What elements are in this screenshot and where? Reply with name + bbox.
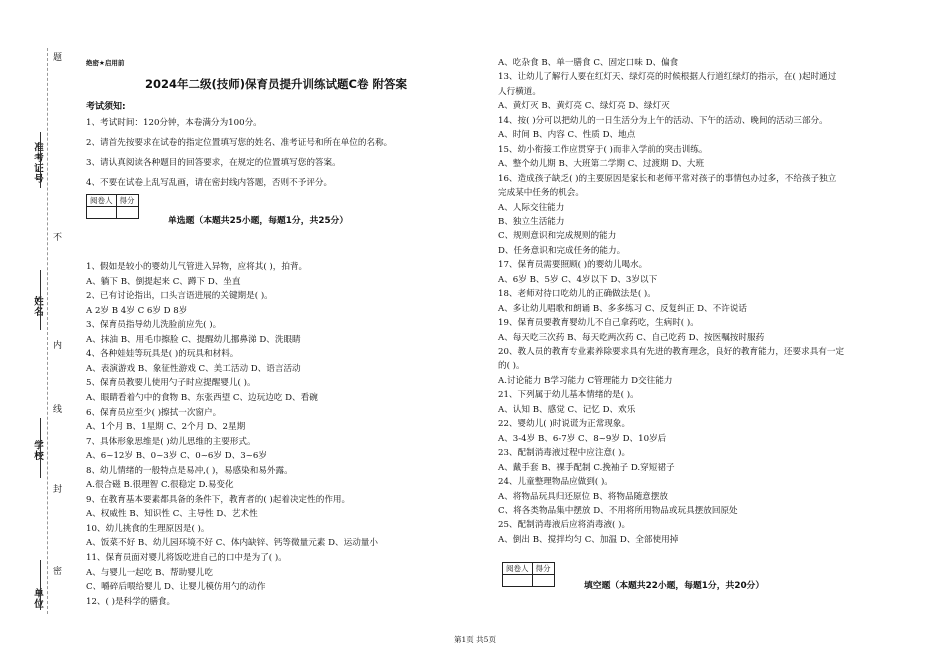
score-label: 得分 <box>116 195 138 207</box>
question-line: 14、按( )分可以把幼儿的一日生活分为上午的活动、下午的活动、晚间的活动三部分。 <box>498 115 828 126</box>
question-line: A、戴手套 B、裸手配制 C.挽袖子 D.穿短裙子 <box>498 462 675 473</box>
question-line: A、多让幼儿唱歌和朗诵 B、多多练习 C、反复纠正 D、不许说话 <box>498 303 748 314</box>
notice-item: 4、不要在试卷上乱写乱画，请在密封线内答题，否则不予评分。 <box>86 178 333 188</box>
reviewer-cell[interactable] <box>87 207 117 219</box>
question-line: A、权威性 B、知识性 C、主导性 D、艺术性 <box>86 509 258 520</box>
question-line: 完成某中任务的机会。 <box>498 188 584 199</box>
seal-char: 内 <box>51 340 61 350</box>
notice-item: 2、请首先按要求在试卷的指定位置填写您的姓名、准考证号和所在单位的名称。 <box>86 138 393 148</box>
question-line: A、抹油 B、用毛巾擦脸 C、提醒幼儿挪鼻涕 D、洗眼睛 <box>86 334 301 345</box>
question-line: C、嚼碎后喂给婴儿 D、让婴儿模仿用勺的动作 <box>86 582 266 593</box>
seal-char: 密 <box>51 566 61 576</box>
score-label: 得分 <box>532 563 554 575</box>
question-line: 6、保育员应至少( )擦拭一次窗户。 <box>86 407 222 418</box>
name-label: 姓名 <box>32 296 43 317</box>
question-line: 10、幼儿挑食的生理原因是( )。 <box>86 523 210 534</box>
reviewer-label: 阅卷人 <box>87 195 117 207</box>
score-cell[interactable] <box>116 207 138 219</box>
question-line: 7、具体形象思维是( )幼儿思维的主要形式。 <box>86 436 256 447</box>
question-line: A、躺下 B、倒提起来 C、蹲下 D、坐直 <box>86 276 241 287</box>
question-line: A、眼睛看着勺中的食物 B、东张西望 C、边玩边吃 D、看碗 <box>86 392 318 403</box>
question-line: 3、保育员指导幼儿洗脸前应先( )。 <box>86 320 222 331</box>
question-line: 13、让幼儿了解行人要在红灯天、绿灯亮的时候根据人行道红绿灯的指示，在( )起时通过 <box>498 72 837 83</box>
question-line: A、与婴儿一起吃 B、帮助婴儿吃 <box>86 567 213 578</box>
notice-heading: 考试须知: <box>86 102 126 112</box>
question-line: 2、已有讨论指出，口头言语进展的关键期是( )。 <box>86 291 273 302</box>
section-fill-blank-title: 填空题（本题共22小题，每题1分，共20分） <box>584 581 765 591</box>
seal-char: 不 <box>51 232 61 242</box>
exam-title: 2024年二级(技师)保育员提升训练试题C卷 附答案 <box>145 77 407 91</box>
exam-number-label: 准考证号 <box>32 142 43 184</box>
question-line: D、任务意识和完成任务的能力。 <box>498 245 626 256</box>
question-line: 24、儿童整理物品应做到( )。 <box>498 477 613 488</box>
question-line: 15、幼小衔接工作应贯穿于( )而非入学前的突击训练。 <box>498 144 708 155</box>
exam-number-field[interactable] <box>40 132 41 188</box>
reviewer-cell[interactable] <box>503 575 533 587</box>
question-line: 5、保育员教要儿使用勺子时应提醒婴儿( )。 <box>86 378 256 389</box>
question-line: 9、在教育基本要素都具备的条件下，教育者的( )起着决定性的作用。 <box>86 494 351 505</box>
seal-char: 题 <box>51 52 61 62</box>
question-line: A、每天吃三次药 B、每天吃两次药 C、自己吃药 D、按医嘱按时服药 <box>498 332 765 343</box>
question-line: 11、保育员面对婴儿将饭吃进自己的口中是为了( )。 <box>86 553 287 563</box>
question-line: 人行横道。 <box>498 86 541 97</box>
question-line: 12、( )是科学的膳食。 <box>86 596 176 607</box>
question-line: A、将物品玩具归还原位 B、将物品随意摆放 <box>498 491 668 502</box>
question-line: A、人际交往能力 <box>498 202 565 213</box>
notice-item: 1、考试时间：120分钟，本卷满分为100分。 <box>86 118 262 128</box>
question-line: 20、教人员的教育专业素养除要求具有先进的教育理念，良好的教育能力，还要求具有一定 <box>498 347 845 357</box>
question-line: A、认知 B、感觉 C、记忆 D、欢乐 <box>498 404 636 415</box>
seal-line <box>47 48 48 614</box>
question-line: C、规则意识和完成规则的能力 <box>498 231 617 242</box>
question-line: A、黄灯灭 B、黄灯亮 C、绿灯亮 D、绿灯灭 <box>498 101 670 112</box>
question-line: 19、保育员要教育婴幼儿不自己拿药吃，生病时( )。 <box>498 318 699 329</box>
question-line: 18、老师对待口吃幼儿的正确做法是( )。 <box>498 289 656 300</box>
seal-char: 线 <box>51 404 61 414</box>
question-line: 1、假如是较小的婴幼儿气管进入异物，应将其( )，拍背。 <box>86 262 308 272</box>
question-line: 22、婴幼儿( )时说谎为正常现象。 <box>498 419 631 430</box>
question-line: 的( )。 <box>498 361 525 372</box>
question-line: 8、幼儿情绪的一般特点是易冲,( )，易感染和易外露。 <box>86 465 293 476</box>
question-line: 16、造成孩子缺乏( )的主要原因是家长和老师平常对孩子的事情包办过多，不给孩子独立 <box>498 173 837 184</box>
question-line: A、1个月 B、1星期 C、2个月 D、2星期 <box>86 422 246 433</box>
score-box <box>502 562 555 587</box>
question-line: C、将各类物品集中摆放 D、不用将所用物品或玩具摆放回原处 <box>498 505 738 516</box>
score-box <box>86 194 139 219</box>
question-line: A.讨论能力 B学习能力 C管理能力 D交往能力 <box>498 375 673 386</box>
question-line: A、表演游戏 B、象征性游戏 C、美工活动 D、语言活动 <box>86 363 301 374</box>
question-line: B、独立生活能力 <box>498 216 565 227</box>
question-line: 4、各种娃娃等玩具是( )的玩具和材料。 <box>86 349 239 360</box>
name-field[interactable] <box>40 270 41 330</box>
question-line: 21、下列属于幼儿基本情绪的是( )。 <box>498 390 639 401</box>
question-line: A、3-4岁 B、6-7岁 C、8~9岁 D、10岁后 <box>498 433 667 444</box>
question-line: A、吃杂食 B、单一膳食 C、固定口味 D、偏食 <box>498 58 679 68</box>
question-line: A、倒出 B、搅拌均匀 C、加温 D、全部使用掉 <box>498 534 679 545</box>
secret-mark: 绝密★启用前 <box>86 59 125 67</box>
page-number: 第1页 共5页 <box>454 635 496 644</box>
score-cell[interactable] <box>532 575 554 587</box>
notice-item: 3、请认真阅读各种题目的回答要求，在规定的位置填写您的答案。 <box>86 158 341 168</box>
unit-field[interactable] <box>40 560 41 610</box>
school-label: 学校 <box>32 440 43 461</box>
school-field[interactable] <box>40 418 41 478</box>
question-line: A、整个幼儿期 B、大班第二学期 C、过渡期 D、大班 <box>498 159 705 170</box>
question-line: A、饭菜不好 B、幼儿园环境不好 C、体内缺锌、钙等微量元素 D、运动量小 <box>86 538 378 549</box>
section-single-choice-title: 单选题（本题共25小题，每题1分，共25分） <box>168 216 349 226</box>
question-line: 25、配制消毒液后应将消毒液( )。 <box>498 520 631 531</box>
question-line: 17、保育员需要照顾( )的婴幼儿喝水。 <box>498 260 648 271</box>
question-line: A、时间 B、内容 C、性质 D、地点 <box>498 130 636 141</box>
question-line: A.很合磁 B.很理智 C.很稳定 D.易变化 <box>86 480 234 491</box>
question-line: 23、配制消毒液过程中应注意( )。 <box>498 448 631 459</box>
reviewer-label: 阅卷人 <box>503 563 533 575</box>
question-line: A 2岁 B 4岁 C 6岁 D 8岁 <box>86 305 188 316</box>
seal-char: 封 <box>51 484 61 494</box>
question-line: A、6岁 B、5岁 C、4岁以下 D、3岁以下 <box>498 274 658 285</box>
unit-label: 单位 <box>32 588 43 609</box>
question-line: A、6~12岁 B、0~3岁 C、0~6岁 D、3~6岁 <box>86 451 267 462</box>
